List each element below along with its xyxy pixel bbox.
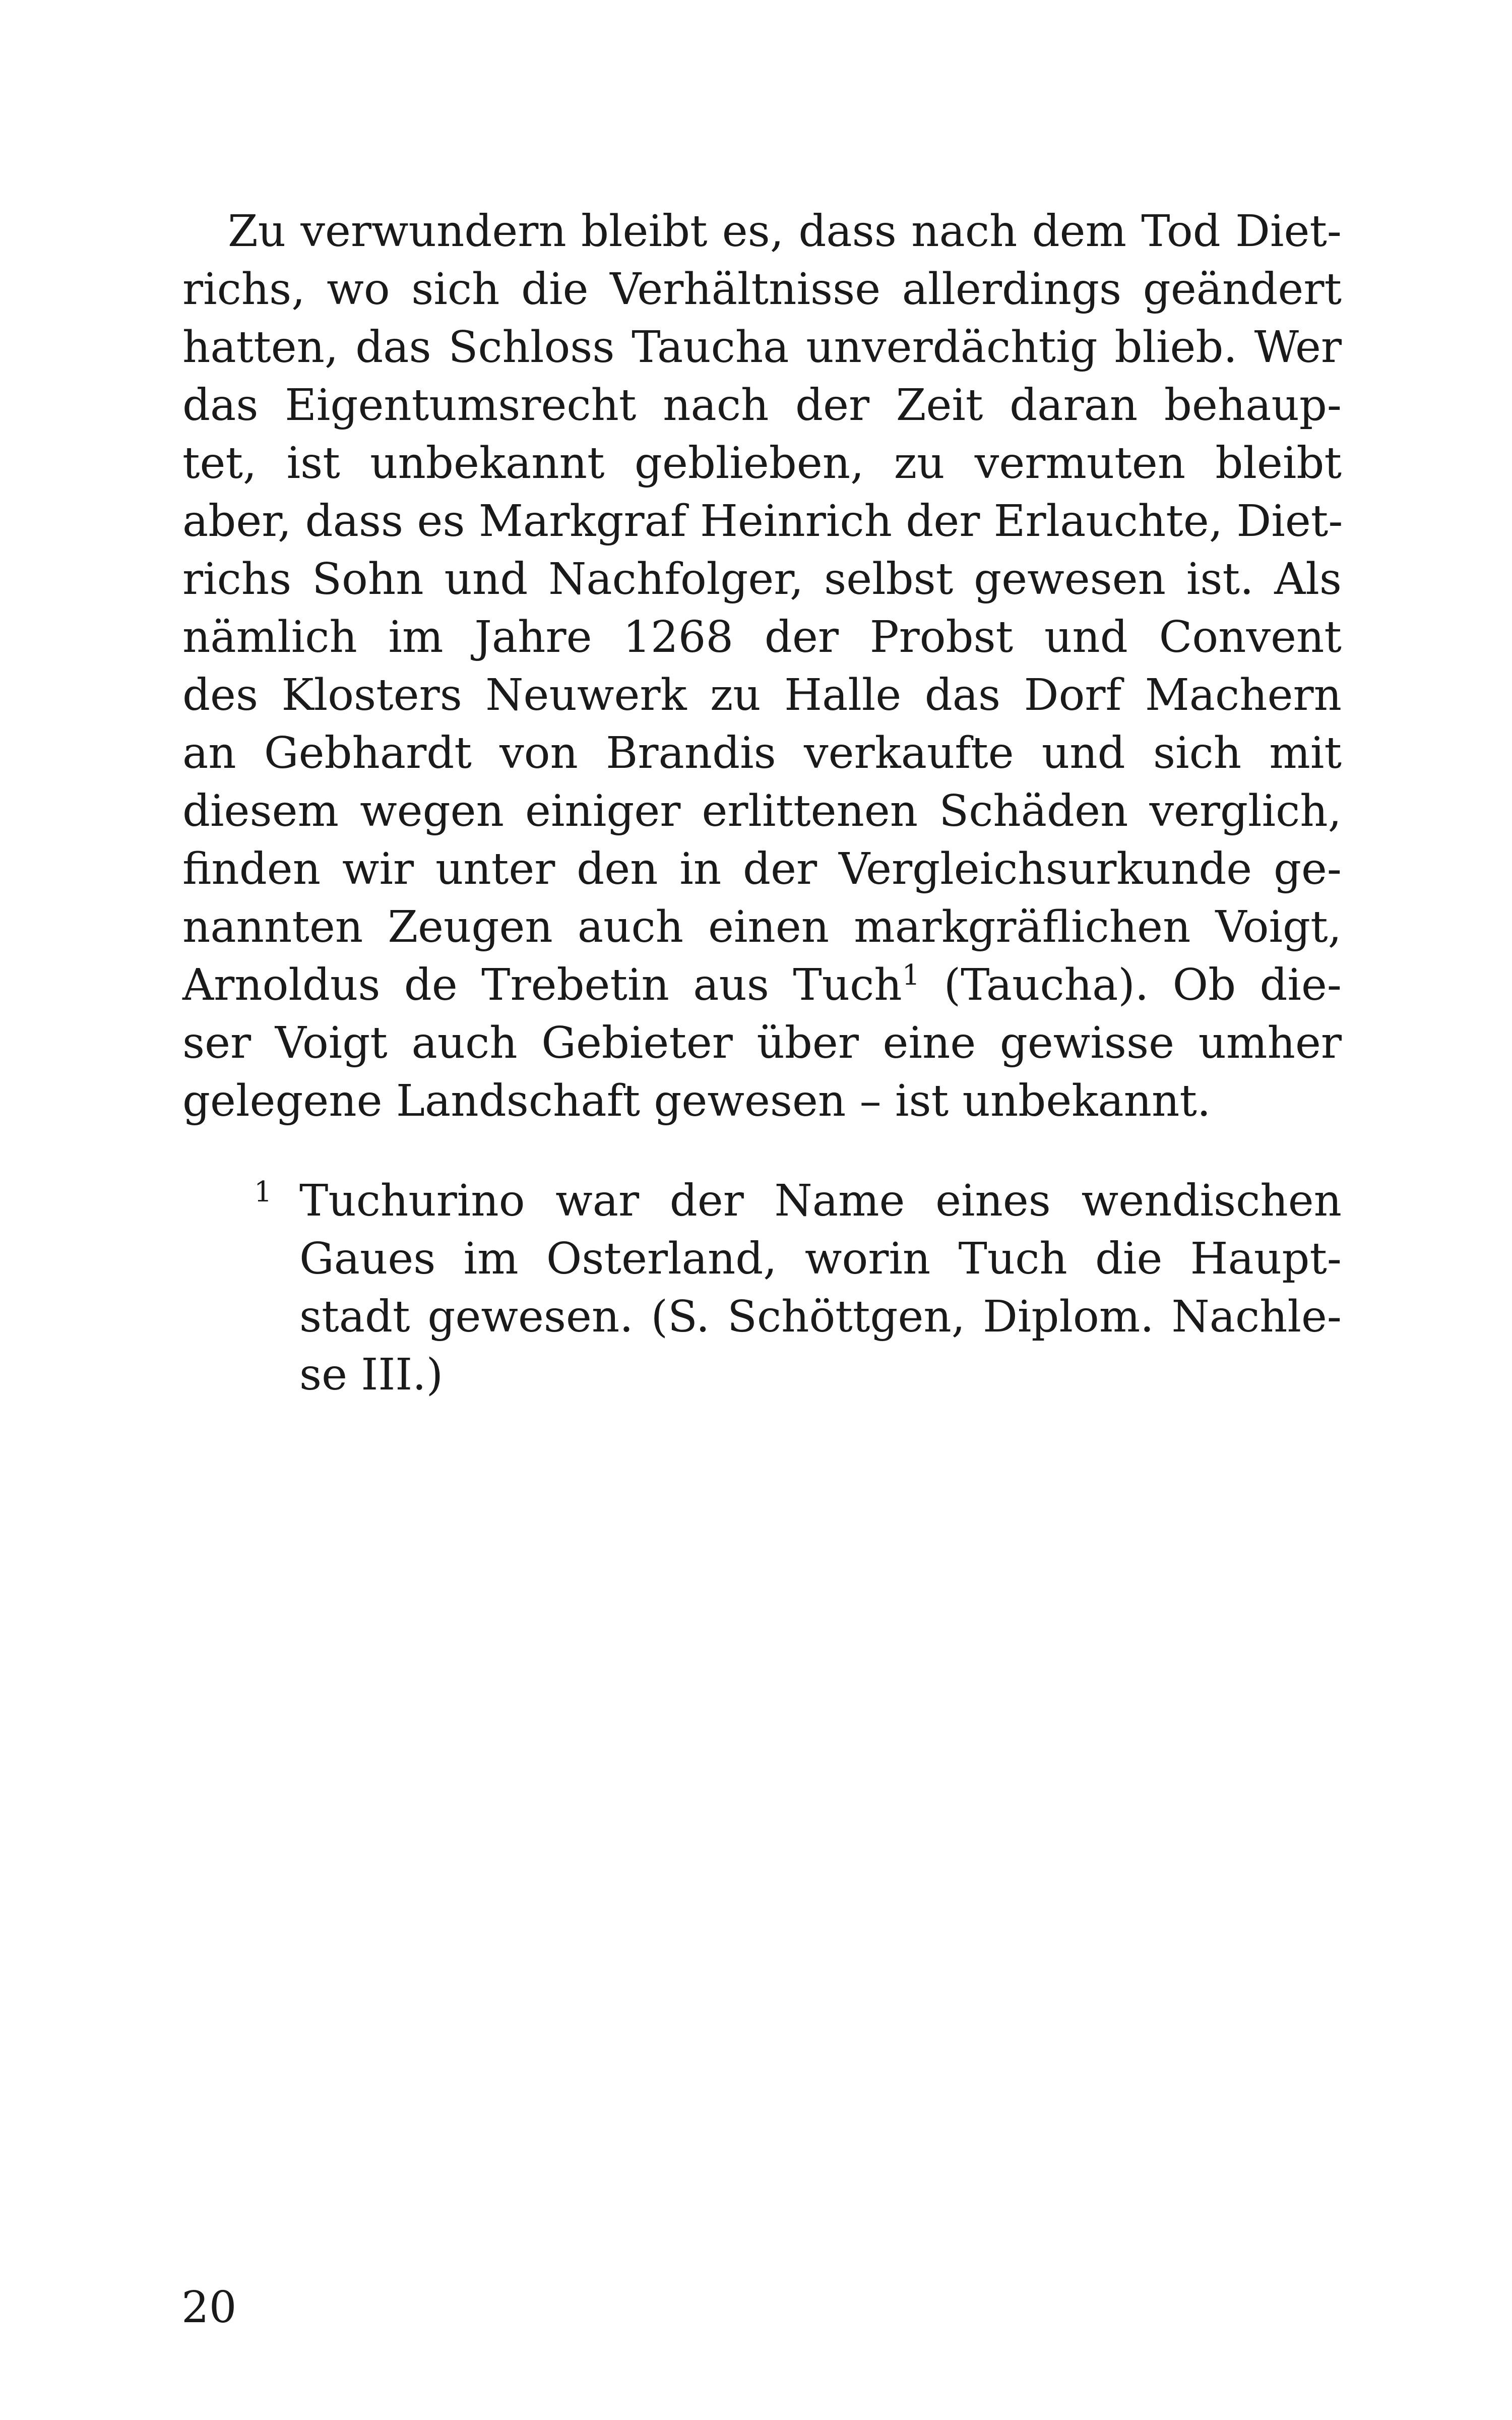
footnote-line: Gaues im Osterland, worin Tuch die Haupt-: [299, 1234, 1342, 1284]
footnote-line: [182, 1172, 1342, 1230]
body-line: richs, wo sich die Verhältnisse allerdings geändert: [182, 264, 1342, 315]
body-line: aber, dass es Markgraf Heinrich der Erlauchte, Diet-: [182, 496, 1343, 547]
body-text: (Taucha). Ob die-: [920, 960, 1342, 1010]
body-line: Zu verwundern bleibt es, dass nach dem Tod Diet-: [228, 206, 1342, 257]
body-line: des Klosters Neuwerk zu Halle das Dorf Machern: [182, 670, 1342, 720]
footnote-line: se III.): [299, 1350, 444, 1400]
body-line: richs Sohn und Nachfolger, selbst gewesen ist. Als: [182, 554, 1342, 604]
body-line: finden wir unter den in der Vergleichsurkunde ge-: [182, 844, 1342, 894]
footnote-line: stadt gewesen. (S. Schöttgen, Diplom. Nachle-: [299, 1292, 1342, 1342]
body-line-with-footnote-ref: [182, 956, 1342, 1014]
body-line: das Eigentumsrecht nach der Zeit daran behaup-: [182, 380, 1342, 431]
body-line: tet, ist unbekannt geblieben, zu vermuten bleibt: [182, 438, 1342, 489]
body-paragraph: [182, 203, 1342, 1130]
body-line: hatten, das Schloss Taucha unverdächtig blieb. Wer: [182, 322, 1342, 373]
body-line: gelegene Landschaft gewesen – ist unbekannt.: [182, 1076, 1211, 1126]
body-line: nannten Zeugen auch einen markgräflichen Voigt,: [182, 902, 1342, 952]
body-line: ser Voigt auch Gebieter über eine gewisse umher: [182, 1018, 1342, 1068]
footnote-text: Tuchurino war der Name eines wendischen: [299, 1176, 1342, 1226]
footnote: [182, 1172, 1342, 1404]
footnote-reference: 1: [902, 959, 920, 992]
body-line: an Gebhardt von Brandis verkaufte und sich mit: [182, 728, 1342, 778]
body-line: diesem wegen einiger erlittenen Schäden verglich,: [182, 786, 1342, 836]
footnote-marker: 1: [254, 1176, 272, 1208]
page-number: 20: [181, 2282, 237, 2333]
body-text: Arnoldus de Trebetin aus Tuch: [182, 960, 902, 1010]
body-line: nämlich im Jahre 1268 der Probst und Convent: [182, 612, 1342, 662]
